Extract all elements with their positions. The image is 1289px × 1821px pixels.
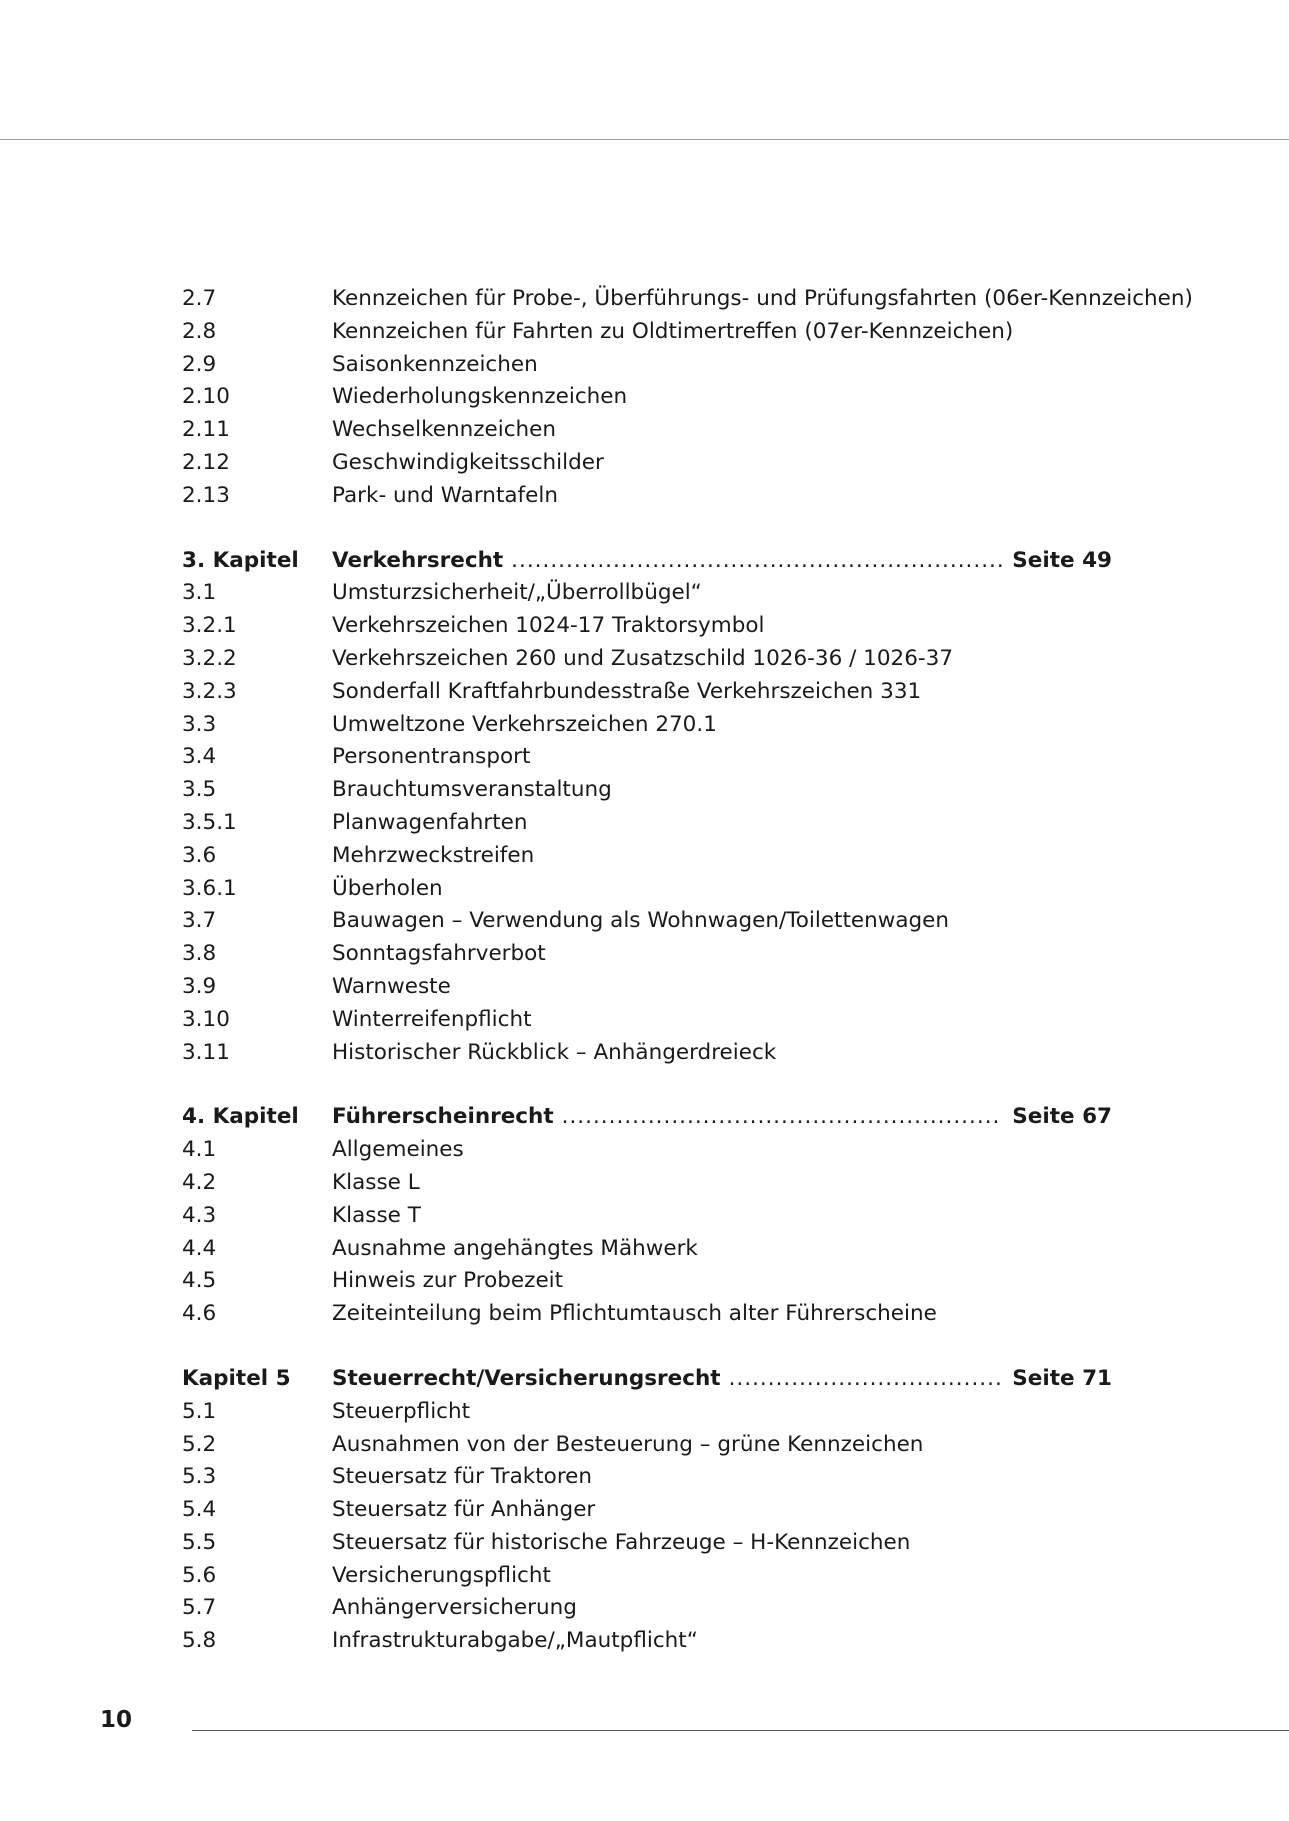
entry-title: Verkehrszeichen 260 und Zusatzschild 1026-36 / 1026-37 [332,645,954,671]
entry-title: Klasse L [332,1169,420,1195]
entry-number: 3.5.1 [182,809,237,835]
toc-entry[interactable] [182,480,1112,513]
entry-title: Geschwindigkeitsschilder [332,449,604,475]
entry-number: 2.7 [182,286,217,311]
entry-number: 3.2.3 [182,678,237,704]
toc-entry[interactable] [182,1004,1112,1037]
entry-number: 3.8 [182,941,217,967]
entry-title: Winterreifenpflicht [332,1006,532,1032]
entry-number: 3.10 [182,1006,230,1032]
entry-number: 5.4 [182,1497,217,1523]
entry-title: Historischer Rückblick – Anhängerdreieck [332,1039,777,1065]
entry-number: 4.3 [182,1202,217,1228]
toc-entry[interactable] [182,971,1112,1004]
toc-entry[interactable] [182,807,1112,840]
entry-number: 4.6 [182,1301,217,1327]
toc-entry[interactable] [182,1233,1112,1266]
toc-entry[interactable] [182,610,1112,643]
entry-number: 3.2.1 [182,613,237,639]
entry-title: Steuersatz für Traktoren [332,1464,593,1490]
entry-title: Bauwagen – Verwendung als Wohnwagen/Toilettenwagen [332,908,950,934]
entry-number: 5.8 [182,1628,217,1654]
toc-entry[interactable] [182,1592,1112,1625]
toc-entry[interactable] [182,1494,1112,1527]
toc-entry[interactable] [182,643,1112,676]
entry-number: 3.7 [182,908,217,934]
entry-title: Wiederholungskennzeichen [332,384,628,410]
toc-entry[interactable] [182,1265,1112,1298]
entry-title: Wechselkennzeichen [332,417,557,443]
toc-section [182,1363,1112,1658]
toc-entry[interactable] [182,840,1112,873]
chapter-page-ref: Seite 49 [1012,547,1112,573]
toc-entry[interactable] [182,1461,1112,1494]
page-number: 10 [100,1707,133,1733]
entry-number: 3.2.2 [182,645,237,671]
entry-number: 4.2 [182,1169,217,1195]
entry-number: 4.5 [182,1268,217,1294]
entry-title: Versicherungspflicht [332,1562,551,1588]
entry-number: 3.9 [182,973,217,999]
entry-title: Steuersatz für Anhänger [332,1497,596,1523]
entry-title: Infrastrukturabgabe/„Mautpflicht“ [332,1628,698,1654]
toc-entry[interactable] [182,447,1112,480]
entry-title: Umsturzsicherheit/„Überrollbügel“ [332,580,702,606]
toc-entry[interactable] [182,1134,1112,1167]
entry-number: 4.4 [182,1235,217,1261]
toc-entry[interactable] [182,741,1112,774]
entry-number: 3.5 [182,777,217,803]
toc-entry[interactable] [182,1167,1112,1200]
dot-leader [562,1101,1003,1134]
toc-entry[interactable] [182,905,1112,938]
entry-title: Kennzeichen für Probe-, Überführungs- und Prüfungsfahrten (06er-Kennzeichen) [332,286,1193,311]
entry-title: Ausnahme angehängtes Mähwerk [332,1235,698,1261]
chapter-title: Führerscheinrecht [332,1104,554,1130]
entry-number: 5.1 [182,1398,217,1424]
toc-entry[interactable] [182,873,1112,906]
chapter-title: Verkehrsrecht [332,547,504,573]
entry-number: 3.4 [182,744,217,770]
entry-title: Mehrzweckstreifen [332,842,535,868]
toc-entry[interactable] [182,1298,1112,1331]
entry-number: 5.2 [182,1431,217,1457]
toc-entry[interactable] [182,1527,1112,1560]
chapter-page-ref: Seite 67 [1012,1104,1112,1130]
toc-section [182,283,1193,513]
entry-title: Ausnahmen von der Besteuerung – grüne Kennzeichen [332,1431,924,1457]
entry-title: Umweltzone Verkehrszeichen 270.1 [332,711,717,737]
toc-entry[interactable] [182,1396,1112,1429]
chapter-label: Kapitel 5 [182,1365,291,1391]
toc-entry[interactable] [182,709,1112,742]
entry-title: Verkehrszeichen 1024-17 Traktorsymbol [332,613,765,639]
entry-title: Saisonkennzeichen [332,351,538,377]
chapter-leader-line [332,1101,1112,1134]
chapter-title: Steuerrecht/Versicherungsrecht [332,1365,721,1391]
entry-number: 3.6.1 [182,875,237,901]
entry-title: Kennzeichen für Fahrten zu Oldtimertreffen (07er-Kennzeichen) [332,318,1014,344]
entry-title: Personentransport [332,744,531,770]
toc-entry[interactable] [182,938,1112,971]
entry-number: 3.11 [182,1039,230,1065]
entry-title: Überholen [332,875,443,901]
chapter-leader-line [332,1363,1112,1396]
toc-entry[interactable] [182,381,1112,414]
chapter-heading[interactable] [182,1363,1112,1396]
entry-title: Steuersatz für historische Fahrzeuge – H-Kennzeichen [332,1529,911,1555]
toc-entry[interactable] [182,1560,1112,1593]
chapter-heading[interactable] [182,1101,1112,1134]
chapter-leader-line [332,545,1112,578]
entry-title: Park- und Warntafeln [332,482,558,508]
entry-number: 2.8 [182,318,217,344]
toc-entry[interactable] [182,1200,1112,1233]
chapter-page-ref: Seite 71 [1012,1365,1112,1391]
entry-number: 3.1 [182,580,217,606]
toc-entry[interactable] [182,349,1112,382]
toc-entry[interactable] [182,414,1112,447]
entry-number: 5.3 [182,1464,217,1490]
entry-title: Zeiteinteilung beim Pflichtumtausch alter Führerscheine [332,1301,937,1327]
entry-title: Allgemeines [332,1137,464,1163]
entry-number: 2.9 [182,351,217,377]
entry-title: Klasse T [332,1202,421,1228]
toc-entry[interactable] [182,1429,1112,1462]
chapter-label: 4. Kapitel [182,1104,299,1130]
dot-leader [511,545,1002,578]
toc-entry[interactable] [182,1037,1112,1070]
entry-title: Hinweis zur Probezeit [332,1268,564,1294]
toc-entry[interactable] [182,1625,1112,1658]
entry-title: Sonntagsfahrverbot [332,941,546,967]
toc-entry[interactable] [182,774,1112,807]
entry-number: 5.5 [182,1529,217,1555]
footer-divider [192,1730,1289,1731]
entry-number: 5.6 [182,1562,217,1588]
toc-entry[interactable] [182,577,1112,610]
entry-number: 2.13 [182,482,230,508]
toc-entry[interactable] [182,676,1112,709]
entry-title: Warnweste [332,973,451,999]
entry-number: 2.12 [182,449,230,475]
chapter-label: 3. Kapitel [182,547,299,573]
entry-title: Steuerpflicht [332,1398,471,1424]
header-divider [0,139,1289,140]
entry-number: 4.1 [182,1137,217,1163]
entry-title: Anhängerversicherung [332,1595,577,1621]
entry-number: 3.6 [182,842,217,868]
dot-leader [729,1363,1003,1396]
toc-section [182,1101,1112,1331]
entry-title: Brauchtumsveranstaltung [332,777,612,803]
entry-title: Sonderfall Kraftfahrbundesstraße Verkehrszeichen 331 [332,678,922,704]
entry-number: 2.11 [182,417,230,443]
toc-entry[interactable] [182,316,1112,349]
entry-number: 5.7 [182,1595,217,1621]
entry-title: Planwagenfahrten [332,809,528,835]
toc-section [182,545,1112,1070]
toc-entry[interactable] [182,283,1193,316]
table-of-contents [182,283,1193,1658]
entry-number: 3.3 [182,711,217,737]
chapter-heading[interactable] [182,545,1112,578]
entry-number: 2.10 [182,384,230,410]
